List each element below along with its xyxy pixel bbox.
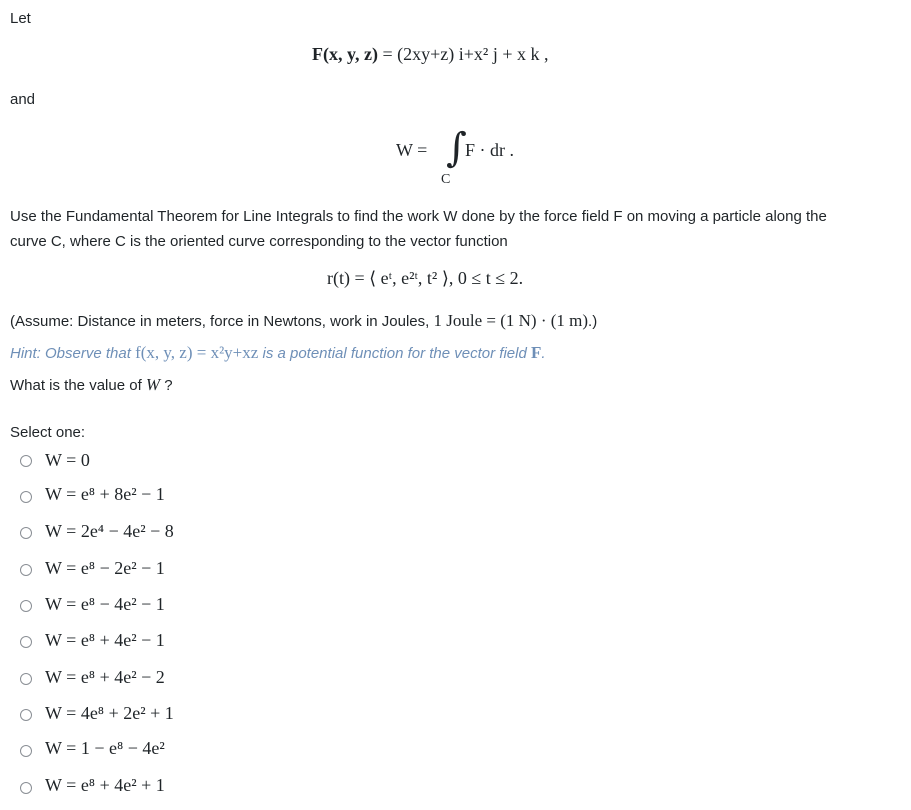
option-label[interactable]: W = e⁸ + 8e² − 1 xyxy=(45,484,165,504)
prompt-suffix: ? xyxy=(160,377,173,394)
option-label[interactable]: W = e⁸ − 4e² − 1 xyxy=(45,594,165,614)
radio-button-icon[interactable] xyxy=(20,636,32,648)
radio-button-icon[interactable] xyxy=(20,491,32,503)
curve-equation: r(t) = ⟨ eᵗ, e²ᵗ, t² ⟩, 0 ≤ t ≤ 2. xyxy=(327,268,524,288)
hint-prefix: Hint: Observe that xyxy=(10,345,136,362)
hint-math: f(x, y, z) = x²y+xz xyxy=(135,343,259,362)
hint-text xyxy=(10,343,546,363)
prompt-label: What is the value of xyxy=(10,377,146,394)
radio-button-icon[interactable] xyxy=(20,782,32,794)
assume-text xyxy=(10,311,597,331)
option-label[interactable]: W = 2e⁴ − 4e² − 8 xyxy=(45,521,174,541)
assume-prefix: (Assume: Distance in meters, force in Newtons, work in Joules, xyxy=(10,313,434,330)
option-label[interactable]: W = e⁸ + 4e² − 1 xyxy=(45,630,165,650)
field-lhs: F(x, y, z) xyxy=(312,44,378,64)
and-label: and xyxy=(10,91,36,108)
select-one-label: Select one: xyxy=(10,424,86,441)
radio-button-icon[interactable] xyxy=(20,600,32,612)
prompt-var: W xyxy=(145,375,161,394)
integral-sign-icon: ∫ xyxy=(446,125,467,171)
radio-button-icon[interactable] xyxy=(20,709,32,721)
work-lhs: W = xyxy=(396,140,428,160)
field-eq: = xyxy=(382,44,393,64)
option-label[interactable]: W = 1 − e⁸ − 4e² xyxy=(45,738,165,758)
radio-button-icon[interactable] xyxy=(20,673,32,685)
hint-middle: is a potential function for the vector field xyxy=(258,345,531,362)
radio-button-icon[interactable] xyxy=(20,455,32,467)
field-rhs: (2xy+z) i+x² j + x k , xyxy=(397,44,549,64)
option-label[interactable]: W = e⁸ − 2e² − 1 xyxy=(45,558,165,578)
option-label[interactable]: W = e⁸ + 4e² − 2 xyxy=(45,667,165,687)
prompt-text xyxy=(10,375,173,395)
radio-button-icon[interactable] xyxy=(20,564,32,576)
question-line-2: curve C, where C is the oriented curve corresponding to the vector function xyxy=(10,233,508,250)
option-label[interactable]: W = 0 xyxy=(45,450,90,470)
hint-field: F xyxy=(530,343,542,362)
let-label: Let xyxy=(10,10,31,27)
hint-suffix: . xyxy=(541,345,546,362)
question-line-1: Use the Fundamental Theorem for Line Integrals to find the work W done by the force field F on moving a particle along the xyxy=(10,208,827,225)
assume-math: 1 Joule = (1 N) · (1 m) xyxy=(433,311,589,330)
question-text xyxy=(10,204,895,254)
radio-button-icon[interactable] xyxy=(20,527,32,539)
work-integrand: F · dr . xyxy=(465,140,514,160)
option-label[interactable]: W = e⁸ + 4e² + 1 xyxy=(45,775,165,795)
force-field-equation xyxy=(312,44,548,65)
option-label[interactable]: W = 4e⁸ + 2e² + 1 xyxy=(45,703,174,723)
integral-subscript: C xyxy=(441,172,451,187)
radio-button-icon[interactable] xyxy=(20,745,32,757)
assume-suffix: .) xyxy=(588,313,598,330)
